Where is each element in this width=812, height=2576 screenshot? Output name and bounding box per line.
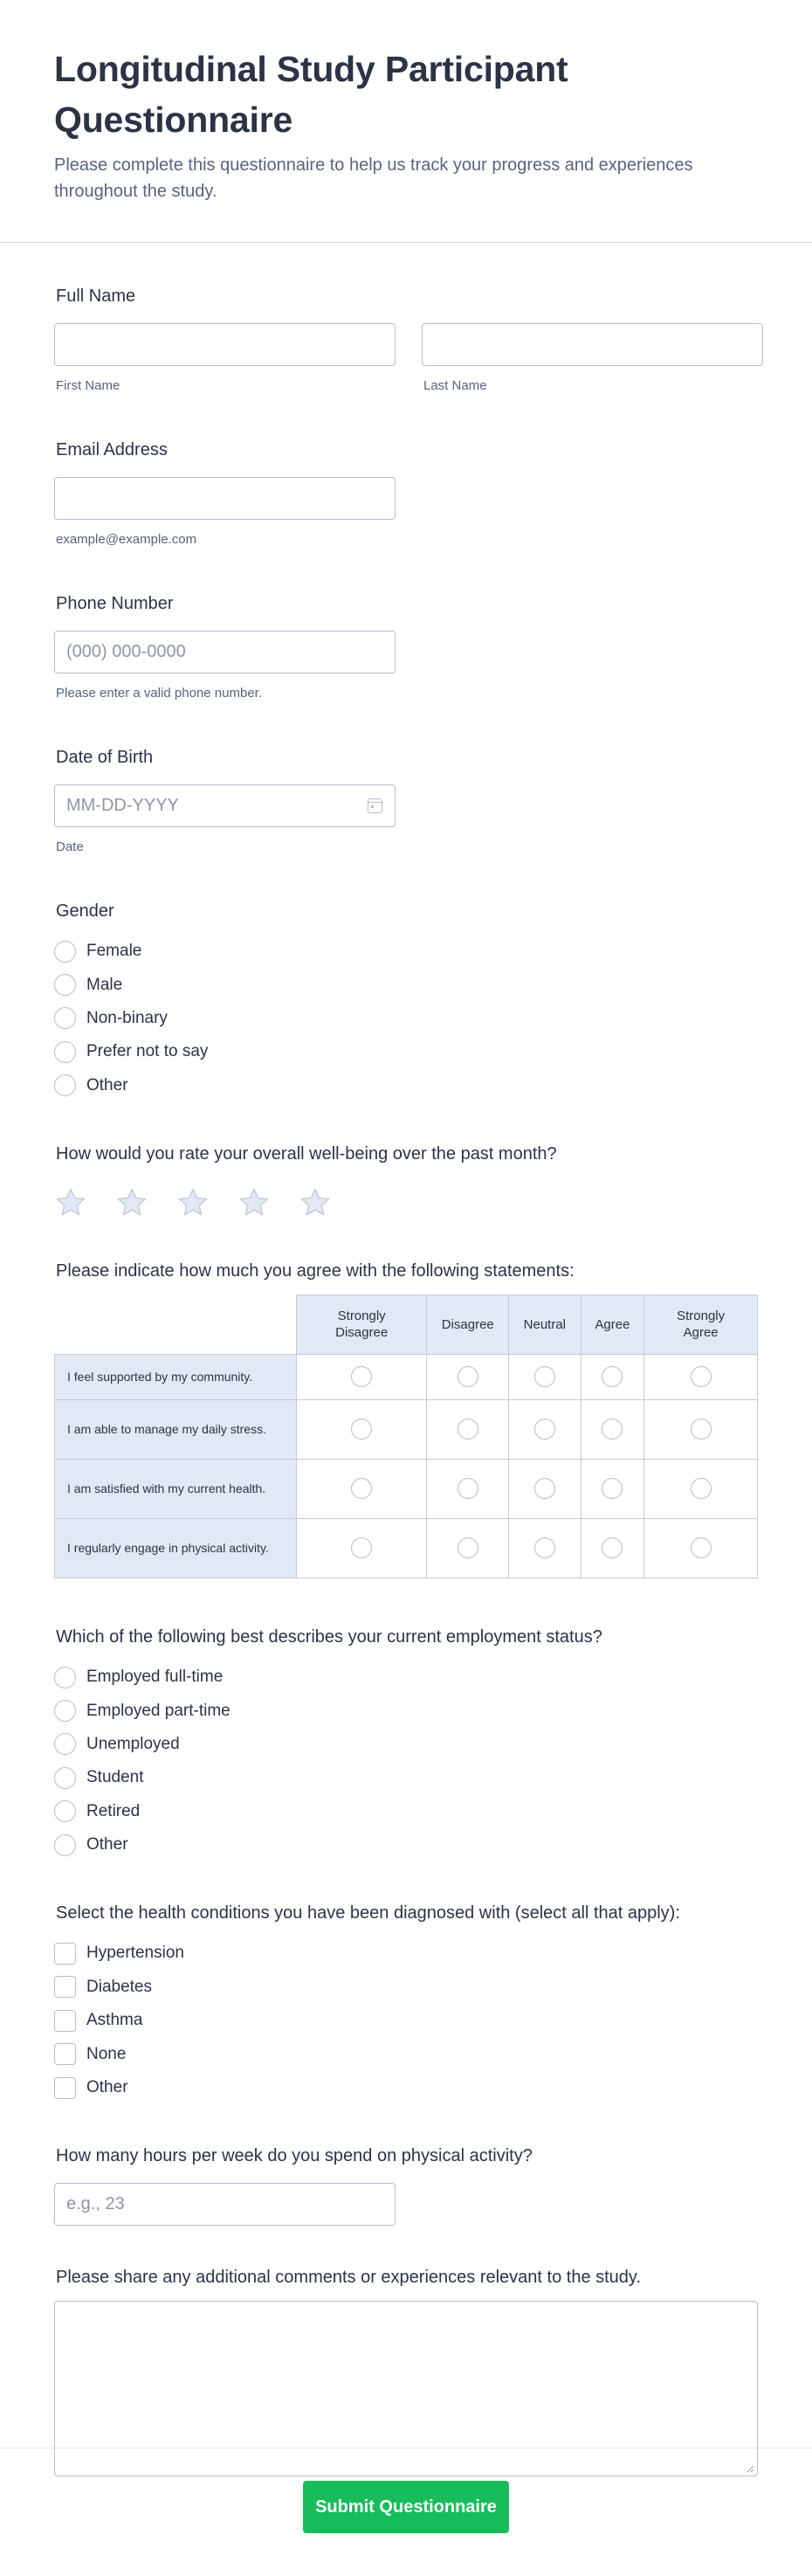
matrix-column-header: Strongly Disagree [296, 1295, 427, 1354]
matrix-row-label: I feel supported by my community. [55, 1354, 297, 1399]
health-options [54, 1937, 758, 2104]
first-name-input[interactable] [54, 323, 396, 366]
wellbeing-question [54, 1143, 758, 1219]
gender-label: Gender [56, 901, 114, 921]
employment-option[interactable]: Other [54, 1828, 758, 1861]
employment-question [54, 1626, 758, 1861]
star-icon[interactable] [115, 1186, 148, 1219]
radio-button[interactable] [54, 1834, 76, 1856]
agreement-matrix-question [54, 1260, 758, 1578]
email-question [54, 439, 758, 547]
gender-option[interactable]: Other [54, 1069, 758, 1102]
star-icon[interactable] [237, 1186, 271, 1219]
matrix-row [55, 1399, 758, 1459]
matrix-radio[interactable] [458, 1537, 478, 1558]
radio-button[interactable] [54, 1700, 76, 1722]
checkbox[interactable] [54, 2010, 76, 2032]
employment-option[interactable]: Student [54, 1761, 758, 1794]
employment-option[interactable]: Retired [54, 1795, 758, 1828]
gender-question [54, 900, 758, 1102]
phone-sublabel: Please enter a valid phone number. [56, 686, 262, 701]
matrix-radio[interactable] [458, 1478, 478, 1499]
matrix-radio[interactable] [691, 1478, 712, 1499]
radio-button[interactable] [54, 1007, 76, 1029]
calendar-icon[interactable] [368, 798, 382, 813]
last-name-sublabel: Last Name [423, 378, 487, 393]
matrix-column-header: Neutral [509, 1295, 581, 1354]
dob-sublabel: Date [56, 839, 84, 854]
health-option[interactable]: Other [54, 2071, 758, 2104]
radio-button[interactable] [54, 1074, 76, 1096]
form-footer [0, 2448, 812, 2576]
checkbox[interactable] [54, 1943, 76, 1965]
star-rating [54, 1186, 758, 1219]
matrix-radio[interactable] [602, 1419, 623, 1440]
employment-options [54, 1661, 758, 1861]
health-option[interactable]: Hypertension [54, 1937, 758, 1970]
full-name-label: Full Name [56, 287, 136, 306]
form-description: Please complete this questionnaire to help us track your progress and experiences throughout the study. [54, 155, 693, 201]
matrix-row-label: I am satisfied with my current health. [55, 1459, 297, 1518]
dob-question [54, 746, 758, 854]
employment-option[interactable]: Unemployed [54, 1728, 758, 1761]
health-conditions-question [54, 1902, 758, 2104]
phone-input[interactable]: (000) 000-0000 [54, 631, 396, 673]
dob-placeholder: MM-DD-YYYY [66, 796, 179, 815]
matrix-label: Please indicate how much you agree with the following statements: [56, 1260, 575, 1281]
employment-label: Which of the following best describes your current employment status? [56, 1626, 602, 1647]
phone-question [54, 592, 758, 701]
radio-button[interactable] [54, 1041, 76, 1063]
comments-question [54, 2266, 758, 2476]
radio-button[interactable] [54, 974, 76, 996]
star-icon[interactable] [176, 1186, 210, 1219]
employment-option[interactable]: Employed full-time [54, 1661, 758, 1694]
health-option[interactable]: Diabetes [54, 1971, 758, 2004]
matrix-radio[interactable] [602, 1366, 623, 1387]
matrix-radio[interactable] [458, 1366, 478, 1387]
gender-options [54, 935, 758, 1102]
matrix-column-header: Disagree [427, 1295, 509, 1354]
first-name-sublabel: First Name [56, 378, 120, 393]
form-header [0, 0, 812, 243]
last-name-input[interactable] [422, 323, 763, 366]
health-label: Select the health conditions you have been diagnosed with (select all that apply): [56, 1903, 680, 1923]
radio-button[interactable] [54, 1800, 76, 1822]
full-name-question [54, 285, 758, 393]
matrix-radio[interactable] [351, 1419, 372, 1440]
agreement-matrix [54, 1295, 758, 1578]
radio-button[interactable] [54, 1667, 76, 1689]
email-sublabel: example@example.com [56, 532, 197, 547]
checkbox[interactable] [54, 2077, 76, 2099]
matrix-row-label: I regularly engage in physical activity. [55, 1518, 297, 1578]
matrix-column-header: Strongly Agree [644, 1295, 758, 1354]
comments-label: Please share any additional comments or experiences relevant to the study. [56, 2268, 641, 2288]
radio-button[interactable] [54, 1767, 76, 1789]
matrix-radio[interactable] [534, 1537, 555, 1558]
matrix-row [55, 1354, 758, 1399]
phone-label: Phone Number [56, 594, 174, 613]
matrix-column-header: Agree [581, 1295, 644, 1354]
gender-option[interactable]: Non-binary [54, 1002, 758, 1035]
wellbeing-label: How would you rate your overall well-being over the past month? [56, 1143, 557, 1164]
matrix-row-label: I am able to manage my daily stress. [55, 1399, 297, 1459]
radio-button[interactable] [54, 1733, 76, 1755]
health-option[interactable]: Asthma [54, 2004, 758, 2037]
gender-option[interactable]: Male [54, 968, 758, 1001]
matrix-row [55, 1518, 758, 1578]
star-icon[interactable] [299, 1186, 332, 1219]
matrix-row [55, 1459, 758, 1518]
matrix-radio[interactable] [691, 1537, 712, 1558]
hours-question [54, 2144, 758, 2226]
hours-label: How many hours per week do you spend on physical activity? [56, 2146, 533, 2166]
submit-button[interactable]: Submit Questionnaire [303, 2481, 509, 2533]
matrix-radio[interactable] [534, 1478, 555, 1499]
matrix-radio[interactable] [691, 1419, 712, 1440]
matrix-radio[interactable] [351, 1478, 372, 1499]
health-option[interactable]: None [54, 2037, 758, 2070]
dob-label: Date of Birth [56, 748, 154, 767]
email-input[interactable] [54, 477, 396, 520]
gender-option[interactable]: Female [54, 935, 758, 968]
star-icon[interactable] [54, 1186, 87, 1219]
matrix-radio[interactable] [691, 1366, 712, 1387]
matrix-radio[interactable] [602, 1478, 623, 1499]
matrix-corner [55, 1295, 297, 1354]
hours-input[interactable]: e.g., 23 [54, 2183, 396, 2226]
form-content [0, 243, 812, 2476]
matrix-radio[interactable] [602, 1537, 623, 1558]
employment-option[interactable]: Employed part-time [54, 1694, 758, 1727]
gender-option[interactable]: Prefer not to say [54, 1035, 758, 1068]
form-title: Longitudinal Study Participant Questionnaire [54, 49, 568, 140]
email-label: Email Address [56, 440, 168, 459]
radio-button[interactable] [54, 941, 76, 963]
checkbox[interactable] [54, 1976, 76, 1998]
matrix-radio[interactable] [534, 1419, 555, 1440]
matrix-radio[interactable] [351, 1366, 372, 1387]
matrix-radio[interactable] [458, 1419, 478, 1440]
checkbox[interactable] [54, 2043, 76, 2065]
matrix-radio[interactable] [351, 1537, 372, 1558]
dob-input[interactable] [54, 784, 396, 827]
matrix-radio[interactable] [534, 1366, 555, 1387]
